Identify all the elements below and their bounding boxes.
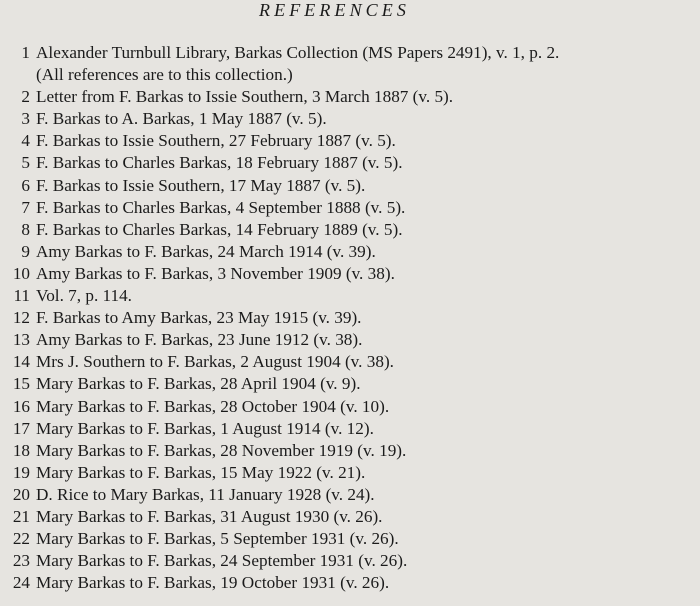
reference-item	[0, 285, 700, 307]
reference-number: 23	[12, 551, 30, 571]
reference-text: F. Barkas to Issie Southern, 17 May 1887 (v. 5).	[36, 175, 366, 195]
reference-text-block	[36, 396, 389, 418]
reference-number: 3	[21, 109, 30, 129]
reference-number: 14	[12, 352, 30, 372]
reference-text-block	[36, 42, 559, 86]
reference-item	[0, 175, 700, 197]
reference-text-block	[36, 108, 327, 130]
reference-text-block	[36, 263, 395, 285]
reference-text: Mary Barkas to F. Barkas, 15 May 1922 (v. 21).	[36, 462, 366, 482]
reference-number: 21	[12, 506, 30, 526]
reference-text: Mary Barkas to F. Barkas, 28 November 1919 (v. 19).	[36, 440, 407, 460]
reference-item	[0, 42, 700, 86]
reference-text: Amy Barkas to F. Barkas, 24 March 1914 (v. 39).	[36, 241, 376, 261]
reference-text-block	[36, 506, 382, 528]
reference-text-block	[36, 285, 132, 307]
reference-text-block	[36, 418, 374, 440]
reference-text-block	[36, 86, 453, 108]
reference-item	[0, 506, 700, 528]
reference-item	[0, 152, 700, 174]
reference-number: 2	[21, 87, 30, 107]
reference-text: F. Barkas to Charles Barkas, 18 February 1887 (v. 5).	[36, 153, 403, 173]
reference-text: D. Rice to Mary Barkas, 11 January 1928 (v. 24).	[36, 484, 375, 504]
reference-number: 1	[21, 43, 30, 62]
reference-number: 15	[12, 374, 30, 394]
reference-item	[0, 418, 700, 440]
reference-text: Mary Barkas to F. Barkas, 19 October 1931 (v. 26).	[36, 573, 390, 593]
reference-item	[0, 307, 700, 329]
reference-text: Mrs J. Southern to F. Barkas, 2 August 1904 (v. 38).	[36, 352, 394, 372]
reference-item	[0, 130, 700, 152]
reference-text-block	[36, 484, 375, 506]
reference-text-block	[36, 351, 394, 373]
reference-text-block	[36, 175, 365, 197]
reference-text-block	[36, 572, 389, 594]
reference-text-block	[36, 307, 361, 329]
reference-number: 12	[12, 308, 30, 328]
reference-item	[0, 197, 700, 219]
reference-text-continuation: (All references are to this collection.)	[36, 65, 293, 85]
reference-text-block	[36, 219, 403, 241]
reference-number: 5	[21, 153, 30, 173]
reference-item	[0, 351, 700, 373]
reference-text: F. Barkas to Amy Barkas, 23 May 1915 (v. 39).	[36, 308, 362, 328]
reference-number: 7	[21, 197, 30, 217]
reference-item	[0, 462, 700, 484]
reference-item	[0, 219, 700, 241]
reference-text: Mary Barkas to F. Barkas, 28 October 1904 (v. 10).	[36, 396, 390, 416]
reference-number: 8	[21, 219, 30, 239]
reference-text: F. Barkas to Charles Barkas, 4 September 1888 (v. 5).	[36, 197, 406, 217]
reference-number: 4	[21, 131, 30, 151]
reference-number: 20	[12, 484, 30, 504]
reference-text: Amy Barkas to F. Barkas, 3 November 1909 (v. 38).	[36, 263, 395, 283]
reference-text: Alexander Turnbull Library, Barkas Collection (MS Papers 2491), v. 1, p. 2.	[36, 43, 560, 62]
reference-text-block	[36, 241, 376, 263]
reference-text-block	[36, 197, 405, 219]
reference-item	[0, 550, 700, 572]
reference-number: 16	[12, 396, 30, 416]
reference-number: 18	[12, 440, 30, 460]
reference-item	[0, 263, 700, 285]
reference-item	[0, 86, 700, 108]
reference-text-block	[36, 440, 406, 462]
reference-item	[0, 329, 700, 351]
page-title: REFERENCES	[259, 0, 410, 20]
reference-text: Amy Barkas to F. Barkas, 23 June 1912 (v. 38).	[36, 330, 363, 350]
reference-text: Mary Barkas to F. Barkas, 31 August 1930 (v. 26).	[36, 506, 383, 526]
reference-number: 17	[12, 418, 30, 438]
reference-item	[0, 108, 700, 130]
reference-text-block	[36, 462, 365, 484]
reference-number: 24	[12, 573, 30, 593]
reference-item	[0, 484, 700, 506]
reference-number: 19	[12, 462, 30, 482]
reference-number: 22	[12, 529, 30, 549]
reference-text: Letter from F. Barkas to Issie Southern, 3 March 1887 (v. 5).	[36, 87, 454, 107]
reference-number: 10	[12, 263, 30, 283]
reference-number: 13	[12, 330, 30, 350]
reference-text-block	[36, 130, 396, 152]
reference-number: 11	[13, 286, 30, 306]
reference-text: F. Barkas to Charles Barkas, 14 February 1889 (v. 5).	[36, 219, 403, 239]
reference-item	[0, 241, 700, 263]
reference-item	[0, 396, 700, 418]
reference-text-block	[36, 550, 407, 572]
reference-item	[0, 528, 700, 550]
reference-item	[0, 440, 700, 462]
reference-text-block	[36, 152, 403, 174]
reference-number: 6	[21, 175, 30, 195]
reference-text: Mary Barkas to F. Barkas, 1 August 1914 (v. 12).	[36, 418, 374, 438]
reference-text-block	[36, 329, 362, 351]
reference-text: Mary Barkas to F. Barkas, 5 September 1931 (v. 26).	[36, 529, 399, 549]
reference-item	[0, 572, 700, 594]
reference-list	[0, 42, 700, 594]
reference-text: Mary Barkas to F. Barkas, 28 April 1904 (v. 9).	[36, 374, 361, 394]
reference-number: 9	[21, 241, 30, 261]
reference-text: Vol. 7, p. 114.	[36, 286, 132, 306]
reference-text-block	[36, 528, 399, 550]
reference-text: F. Barkas to A. Barkas, 1 May 1887 (v. 5).	[36, 109, 327, 129]
reference-text: Mary Barkas to F. Barkas, 24 September 1931 (v. 26).	[36, 551, 408, 571]
reference-text: F. Barkas to Issie Southern, 27 February 1887 (v. 5).	[36, 131, 396, 151]
reference-text-block	[36, 373, 361, 395]
reference-item	[0, 373, 700, 395]
